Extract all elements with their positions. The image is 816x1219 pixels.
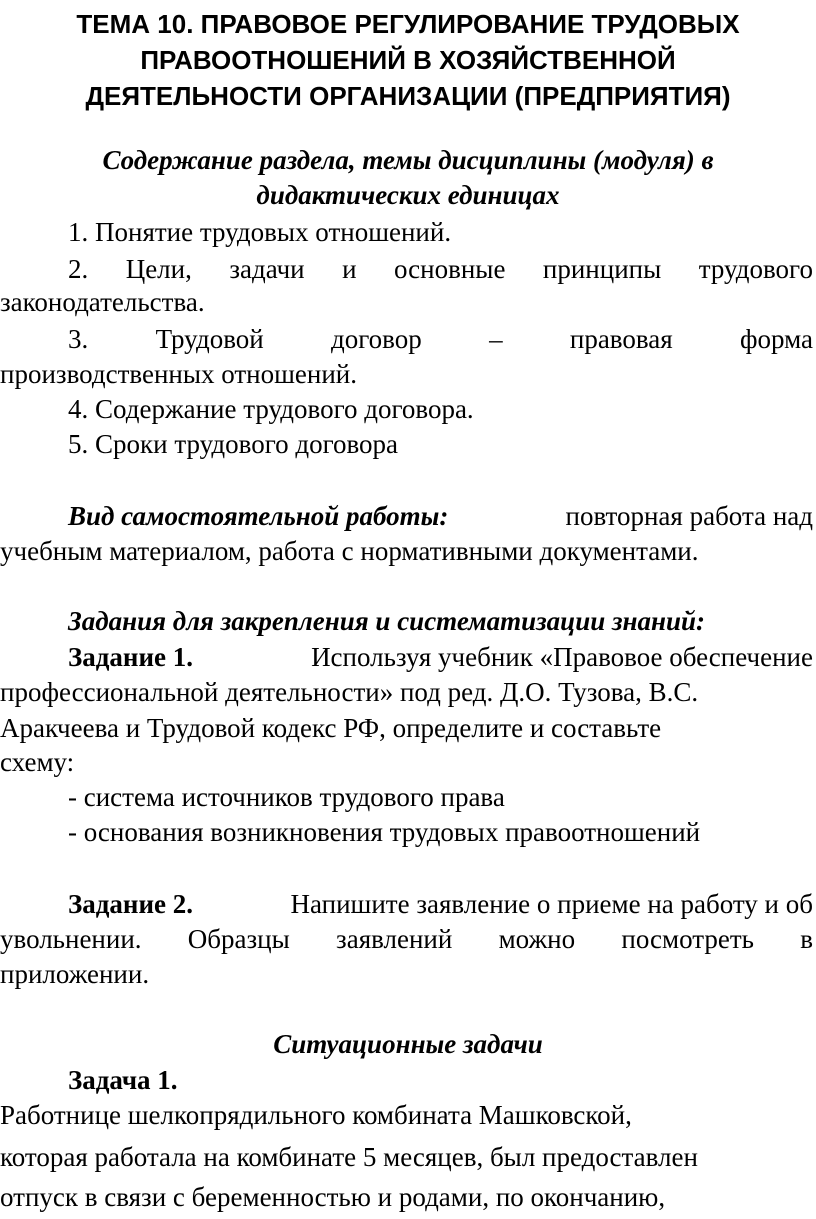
- task1-label: Задание 1.: [68, 642, 194, 672]
- self-work-line-1: [68, 499, 813, 533]
- task2-line-2-word: можно: [498, 924, 576, 954]
- task2-text: Напишите заявление о приеме на работу и об: [290, 889, 813, 919]
- task1-line-4: схему:: [0, 747, 75, 777]
- task2-line-2-word: посмотреть: [621, 924, 754, 954]
- content-heading-line-2: дидактических единицах: [256, 180, 560, 210]
- content-item-2-word: трудового: [698, 254, 813, 284]
- content-item-3-word: форма: [739, 324, 813, 354]
- content-item-3-word: правовая: [569, 324, 673, 354]
- content-item-4: 4. Содержание трудового договора.: [68, 394, 474, 424]
- tasks-heading: Задания для закрепления и систематизации знаний:: [68, 606, 706, 636]
- content-heading-line-1: Содержание раздела, темы дисциплины (модуля) в: [102, 145, 714, 175]
- task2-line-2-word: Образцы: [187, 924, 290, 954]
- self-work-label: Вид самостоятельной работы:: [68, 501, 449, 531]
- problem1-line-3: отпуск в связи с беременностью и родами, по окончанию,: [0, 1182, 666, 1212]
- content-item-3-word: 3.: [68, 324, 89, 354]
- task2-line-2-word: увольнении.: [0, 924, 142, 954]
- content-item-3: [68, 322, 813, 356]
- page-title: [0, 6, 816, 114]
- problem1-line-1: Работнице шелкопрядильного комбината Машковской,: [0, 1100, 632, 1130]
- self-work-line-2: учебным материалом, работа с нормативными документами.: [0, 536, 699, 566]
- content-item-2-word: задачи: [229, 254, 305, 284]
- self-work-text: повторная работа над: [565, 501, 813, 531]
- title-line-1: ТЕМА 10. ПРАВОВОЕ РЕГУЛИРОВАНИЕ ТРУДОВЫХ: [76, 9, 740, 39]
- task2-line-3: приложении.: [0, 959, 150, 989]
- content-item-3-word: договор: [331, 324, 422, 354]
- task1-text: Используя учебник «Правовое обеспечение: [311, 642, 813, 672]
- content-item-2-word: и: [342, 254, 357, 284]
- content-item-3-continued: производственных отношений.: [0, 359, 357, 389]
- content-item-2-word: основные: [394, 254, 506, 284]
- task1-line-3: Аракчеева и Трудовой кодекс РФ, определите и составьте: [0, 713, 662, 743]
- content-item-2-word: принципы: [542, 254, 662, 284]
- task2-line-1: [68, 887, 813, 921]
- task2-line-2-word: в: [800, 924, 813, 954]
- task2-line-2-word: заявлений: [336, 924, 453, 954]
- problem1-line-2: которая работала на комбинате 5 месяцев, был предоставлен: [0, 1142, 698, 1172]
- task1-line-1: [68, 640, 813, 674]
- task1-bullet-1: - система источников трудового права: [68, 782, 505, 812]
- task1-bullet-2: - основания возникновения трудовых правоотношений: [68, 817, 701, 847]
- title-line-3: ДЕЯТЕЛЬНОСТИ ОРГАНИЗАЦИИ (ПРЕДПРИЯТИЯ): [85, 81, 731, 111]
- content-item-3-word: Трудовой: [155, 324, 264, 354]
- situational-heading: Ситуационные задачи: [273, 1029, 543, 1059]
- content-item-2: [68, 252, 813, 286]
- content-item-2-word: Цели,: [125, 254, 192, 284]
- task1-line-2: профессиональной деятельности» под ред. Д.О. Тузова, В.С.: [0, 677, 699, 707]
- problem1-label: Задача 1.: [68, 1065, 178, 1095]
- content-item-5: 5. Сроки трудового договора: [68, 429, 399, 459]
- content-item-2-word: 2.: [68, 254, 89, 284]
- content-item-2-continued: законодательства.: [0, 287, 205, 317]
- title-line-2: ПРАВООТНОШЕНИЙ В ХОЗЯЙСТВЕННОЙ: [140, 45, 676, 75]
- content-item-1: 1. Понятие трудовых отношений.: [68, 217, 452, 247]
- content-item-3-word: –: [489, 324, 503, 354]
- task2-line-2: [0, 922, 813, 956]
- task2-label: Задание 2.: [68, 889, 194, 919]
